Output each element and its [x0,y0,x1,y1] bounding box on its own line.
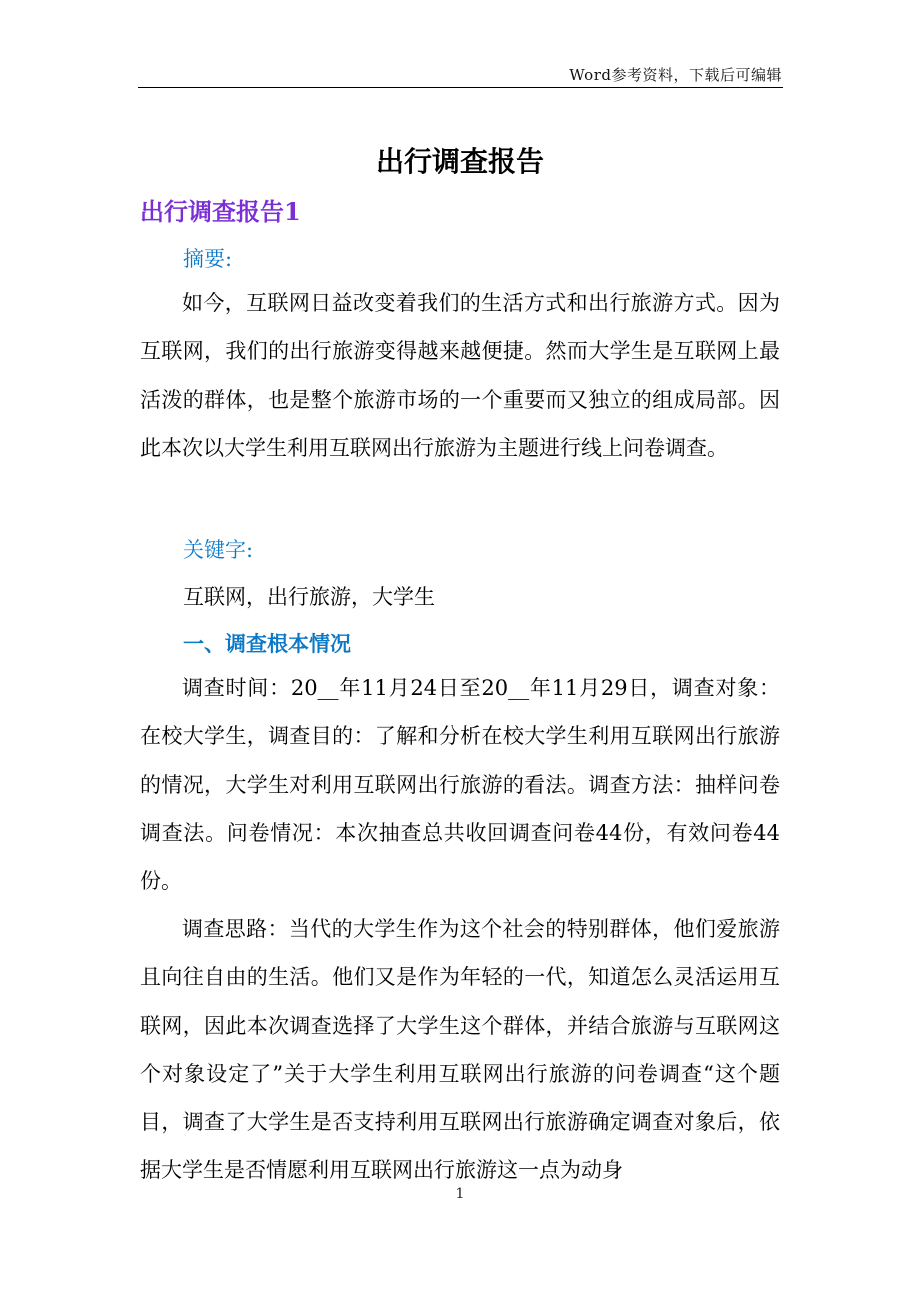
header-note: Word参考资料，下载后可编辑 [569,66,782,84]
abstract-label: 摘要: [183,247,233,271]
header-divider [138,87,783,88]
keywords-text: 互联网，出行旅游，大学生 [183,585,435,609]
survey-basic-paragraph: 调查时间：20__年11月24日至20__年11月29日，调查对象：在校大学生，调查目的：了解和分析在校大学生利用互联网出行旅游的情况，大学生对利用互联网出行旅游的看法。调查方法：抽样问卷调查法。问卷情况：本次抽查总共收回调查问卷44份，有效问卷44份。 [140,676,780,894]
page-number: 1 [455,1186,465,1202]
section-heading: 出行调查报告1 [140,197,301,226]
document-title: 出行调查报告 [375,145,544,178]
abstract-paragraph: 如今，互联网日益改变着我们的生活方式和出行旅游方式。因为互联网，我们的出行旅游变得越来越便捷。然而大学生是互联网上最活泼的群体，也是整个旅游市场的一个重要而又独立的组成局部。因此本次以大学生利用互联网出行旅游为主题进行线上问卷调查。 [140,291,780,460]
keywords-label: 关键字: [183,538,254,562]
section-1-heading: 一、调查根本情况 [183,631,351,656]
survey-approach-paragraph: 调查思路：当代的大学生作为这个社会的特别群体，他们爱旅游且向往自由的生活。他们又是作为年轻的一代，知道怎么灵活运用互联网，因此本次调查选择了大学生这个群体，并结合旅游与互联网这个对象设定了”关于大学生利用互联网出行旅游的问卷调查“这个题目，调查了大学生是否支持利用互联网出行旅游确定调查对象后，依据大学生是否情愿利用互联网出行旅游这一点为动身 [140,917,780,1183]
